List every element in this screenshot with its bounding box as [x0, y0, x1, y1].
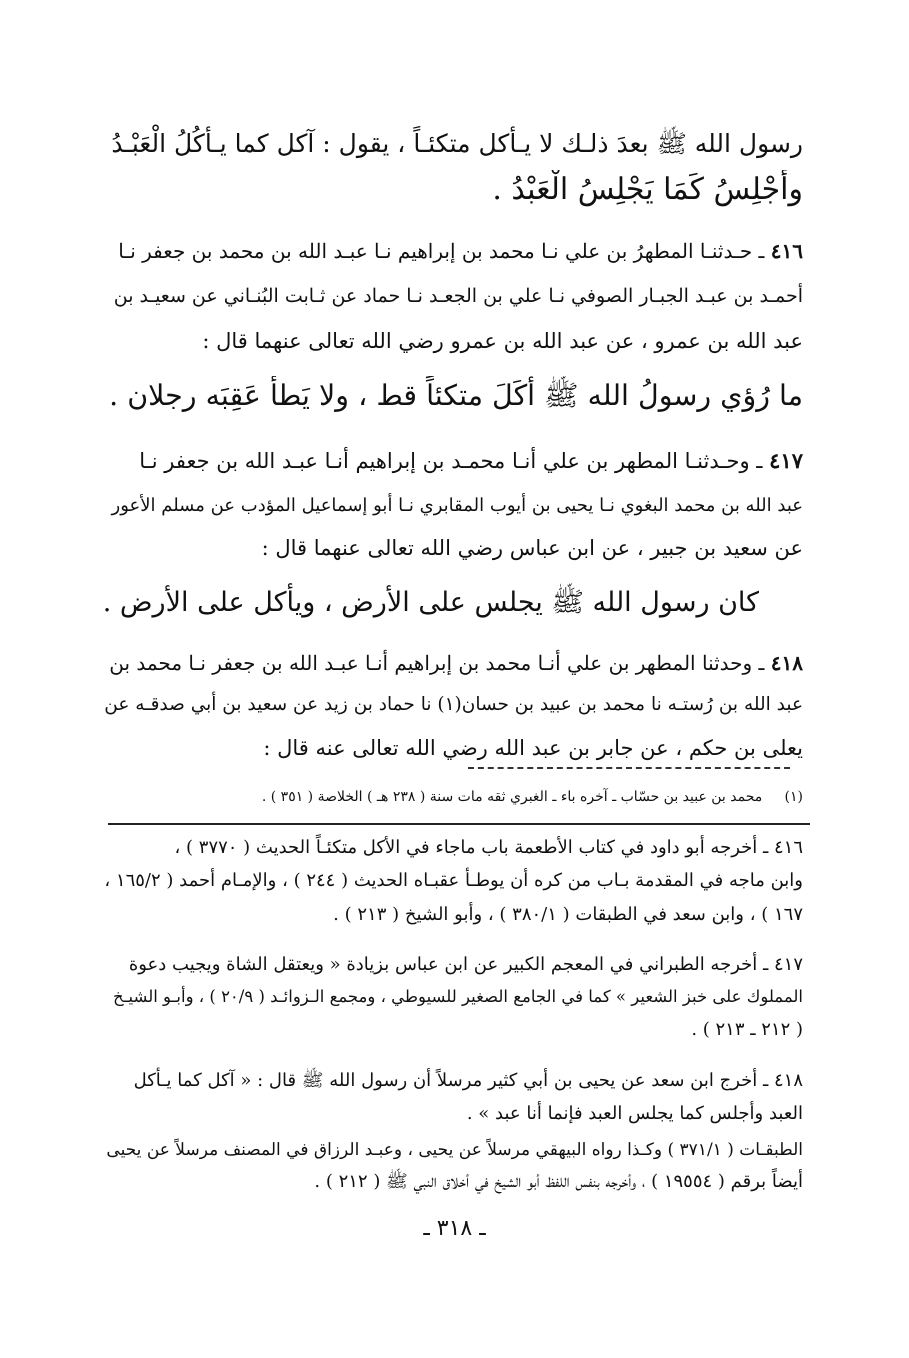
hadith-417-isnad-line-2: عبد الله بن محمد البغوي نـا يحيى بن أيوب المقابري نـا أبو إسماعيل المؤدب عن مسلم الأعور: [111, 495, 803, 516]
footnote-marker: (١): [784, 789, 803, 805]
page-number: ـ ٣١٨ ـ: [423, 1216, 486, 1241]
note-418-line-4: أيضاً برقم ( ١٩٥٥٤ ) ، وأخرجه بنفس اللفظ أبو الشيخ في أخلاق النبي ﷺ ( ٢١٢ ) .: [314, 1171, 803, 1192]
hadith-416-isnad-line-1: [103, 236, 803, 266]
footnote-text: محمد بن عبيد بن حسّاب ـ آخره باء ـ الغبري ثقه مات سنة ( ٢٣٨ هـ ) الخلاصة ( ٣٥١ ) .: [261, 789, 763, 805]
hadith-number: ٤١٨: [770, 651, 803, 675]
hadith-418-isnad-line-3: يعلى بن حكم ، عن جابر بن عبد الله رضي الله تعالى عنه قال :: [263, 736, 803, 760]
hadith-416-matn: ما رُؤي رسولُ الله ﷺ أكَلَ متكئاً قط ، ولا يَطأ عَقِبَه رجلان .: [109, 379, 803, 412]
hadith-number: ٤١٦: [770, 239, 803, 263]
note-416-line-1: ٤١٦ ـ أخرجه أبو داود في كتاب الأطعمة باب ماجاء في الأكل متكئـاً الحديث ( ٣٧٧٠ ) ،: [174, 837, 803, 858]
isnad-text: ـ حـدثنـا المطهرُ بن علي نـا محمد بن إبراهيم نـا عبـد الله بن محمد بن جعفر نـا: [118, 239, 765, 263]
hadith-418-isnad-line-1: [103, 648, 803, 678]
hadith-418-isnad-line-2: عبد الله بن رُستـه نا محمد بن عبيد بن حسان(١) نا حماد بن زيد عن سعيد بن أبي صدقـه عن: [104, 694, 803, 715]
note-416-line-2: وابن ماجه في المقدمة بـاب من كره أن يوطـأ عقبـاه الحديث ( ٢٤٤ ) ، والإمـام أحمد ( ١٦٥/٢ ،: [104, 870, 803, 891]
note-417-line-3: ( ٢١٢ ـ ٢١٣ ) .: [691, 1019, 803, 1040]
footnote-separator: [468, 767, 790, 769]
note-418-line-2: العبد وأجلس كما يجلس العبد فإنما أنا عبد » .: [466, 1103, 803, 1124]
note-417-line-2: المملوك على خبز الشعير » كما في الجامع الصغير للسيوطي ، ومجمع الـزوائـد ( ٢٠/٩ ) ، وأبـو الشيـخ: [113, 987, 803, 1006]
note-416-line-3: ١٦٧ ) ، وابن سعد في الطبقات ( ٣٨٠/١ ) ، وأبو الشيخ ( ٢١٣ ) .: [333, 904, 803, 925]
hadith-number: ٤١٧: [769, 448, 803, 473]
hadith-416-isnad-line-3: عبد الله بن عمرو ، عن عبد الله بن عمرو رضي الله تعالى عنهما قال :: [202, 329, 803, 353]
hadith-415-text-line-1: رسول الله ﷺ بعدَ ذلـك لا يـأكل متكئـاً ، يقول : آكل كما يـأكُلُ الْعَبْـدُ: [111, 129, 803, 158]
footnote: [103, 786, 803, 808]
note-418-line-1: ٤١٨ ـ أخرج ابن سعد عن يحيى بن أبي كثير مرسلاً أن رسول الله ﷺ قال : « آكل كما يـأكل: [133, 1070, 803, 1091]
note-417-line-1: ٤١٧ ـ أخرجه الطبراني في المعجم الكبير عن ابن عباس بزيادة « ويعتقل الشاة ويجيب دعوة: [128, 954, 803, 975]
hadith-415-text-line-2: وأَجْلِسُ كَمَا يَجْلِسُ الْعَبْدُ .: [492, 172, 803, 207]
hadith-417-isnad-line-3: عن سعيد بن جبير ، عن ابن عباس رضي الله تعالى عنهما قال :: [261, 536, 803, 560]
isnad-text: ـ وحدثنا المطهر بن علي أنـا محمد بن إبراهيم أنـا عبـد الله بن جعفر نـا محمد بن: [109, 651, 765, 675]
hadith-416-isnad-line-2: أحمـد بن عبـد الجبـار الصوفي نـا علي بن الجعـد نـا حماد عن ثـابت البُنـاني عن سعيـد بن: [113, 285, 803, 307]
notes-separator: [108, 823, 810, 825]
isnad-text: ـ وحـدثنـا المطهر بن علي أنـا محمـد بن إبراهيم أنـا عبـد الله بن جعفر نـا: [139, 449, 763, 473]
hadith-417-isnad-line-1: [103, 446, 803, 476]
hadith-417-matn: كان رسول الله ﷺ يجلس على الأرض ، ويأكل على الأرض .: [102, 587, 759, 618]
note-418-line-3: الطبقـات ( ٣٧١/١ ) وكـذا رواه البيهقي مرسلاً عن يحيى ، وعبـد الرزاق في المصنف مرسلاً عن يحيى: [106, 1140, 803, 1160]
